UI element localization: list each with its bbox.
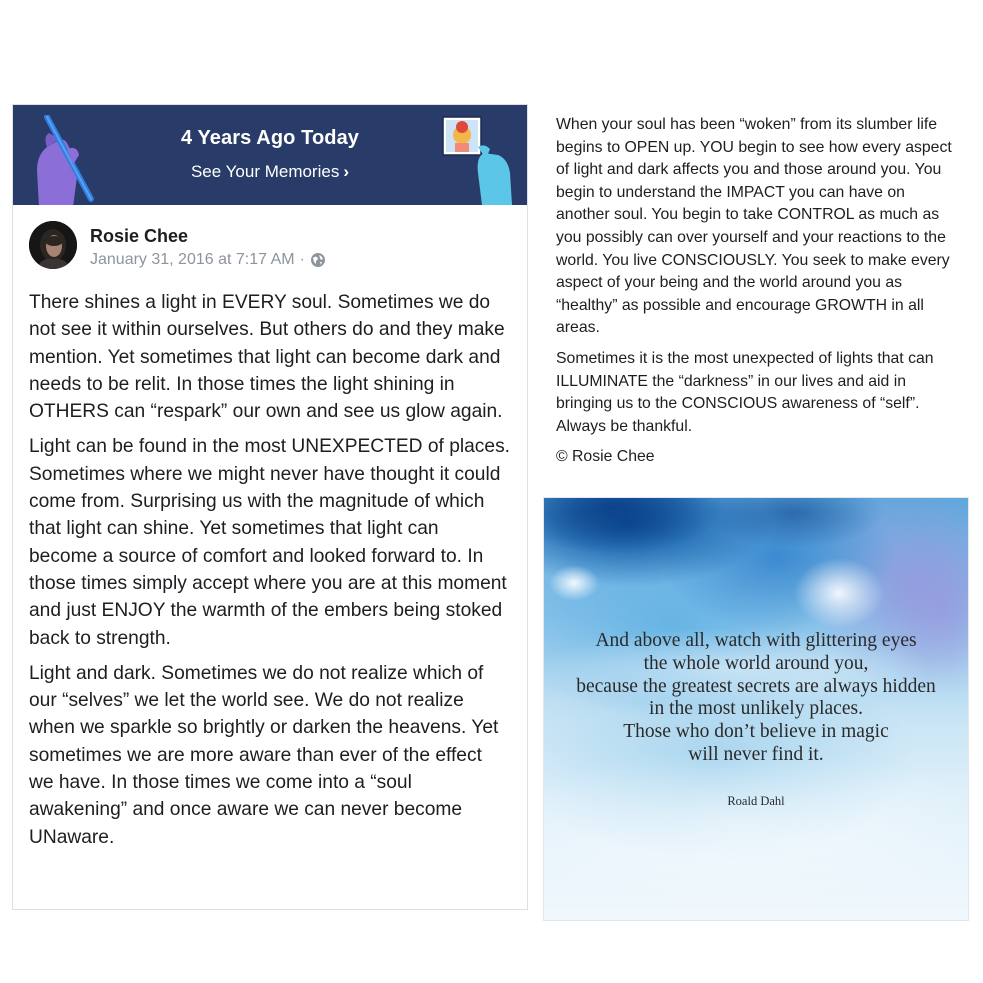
post-paragraph: Light can be found in the most UNEXPECTED of places. Sometimes where we might never have thought it could come from. Surprising us with the magnitude of which that light can shine. Yet sometimes that light can become a source of comfort and looked forward to. In those times simply accept where you are at this moment and just ENJOY the warmth of the embers being stoked back to strength.	[29, 436, 510, 649]
avatar[interactable]	[29, 221, 77, 269]
avatar-photo	[29, 221, 77, 269]
post-paragraph: Light and dark. Sometimes we do not realize which of our “selves” we let the world see. We do not realize when we sparkle so brightly or darken the heavens. Yet sometimes we are more aware than ever of the effect we have. In those times we come into a “soul awakening” and once aware we can never become UNaware.	[29, 662, 499, 848]
see-memories-link[interactable]	[13, 162, 527, 182]
author-name[interactable]: Rosie Chee	[90, 226, 189, 246]
post-paragraph: There shines a light in EVERY soul. Sometimes we do not see it within ourselves. But others do and they make mention. Yet sometimes that light can become dark and needs to be relit. In those times the light shining in OTHERS can “respark” our own and see us glow again.	[29, 292, 505, 423]
post-meta	[90, 251, 326, 269]
globe-icon[interactable]	[310, 252, 326, 268]
post-header	[13, 205, 527, 279]
quote-image[interactable]	[543, 497, 969, 921]
quote-text: And above all, watch with glittering eyes the whole world around you, because the greatest secrets are always hidden in the most unlikely places. Those who don’t believe in magic will never find it.	[576, 630, 936, 765]
meta-separator: ·	[299, 251, 305, 268]
quote-author: Roald Dahl	[727, 794, 785, 808]
memory-post-card	[12, 104, 528, 910]
see-memories-label[interactable]: See Your Memories	[190, 162, 340, 181]
post-body	[13, 279, 527, 851]
chevron-right-icon: ›	[343, 162, 350, 181]
continuation-paragraph: When your soul has been “woken” from its slumber life begins to OPEN up. YOU begin to see how every aspect of light and dark affects you and those around you. You begin to understand the IMPACT you can have on another soul. You begin to take CONTROL as much as you possibly can over yourself and your reactions to the world. You live CONSCIOUSLY. You seek to make every aspect of your being and the world around you as “healthy” as possible and encourage GROWTH in all areas.	[556, 116, 952, 337]
post-continuation	[543, 104, 969, 497]
continuation-paragraph: Sometimes it is the most unexpected of lights that can ILLUMINATE the “darkness” in our lives and aid in bringing us to the CONSCIOUS awareness of “self”. Always be thankful.	[556, 349, 934, 435]
copyright-text: © Rosie Chee	[556, 448, 655, 466]
post-timestamp[interactable]: January 31, 2016 at 7:17 AM	[90, 251, 295, 268]
memories-banner[interactable]	[13, 105, 527, 205]
banner-title: 4 Years Ago Today	[180, 127, 360, 149]
